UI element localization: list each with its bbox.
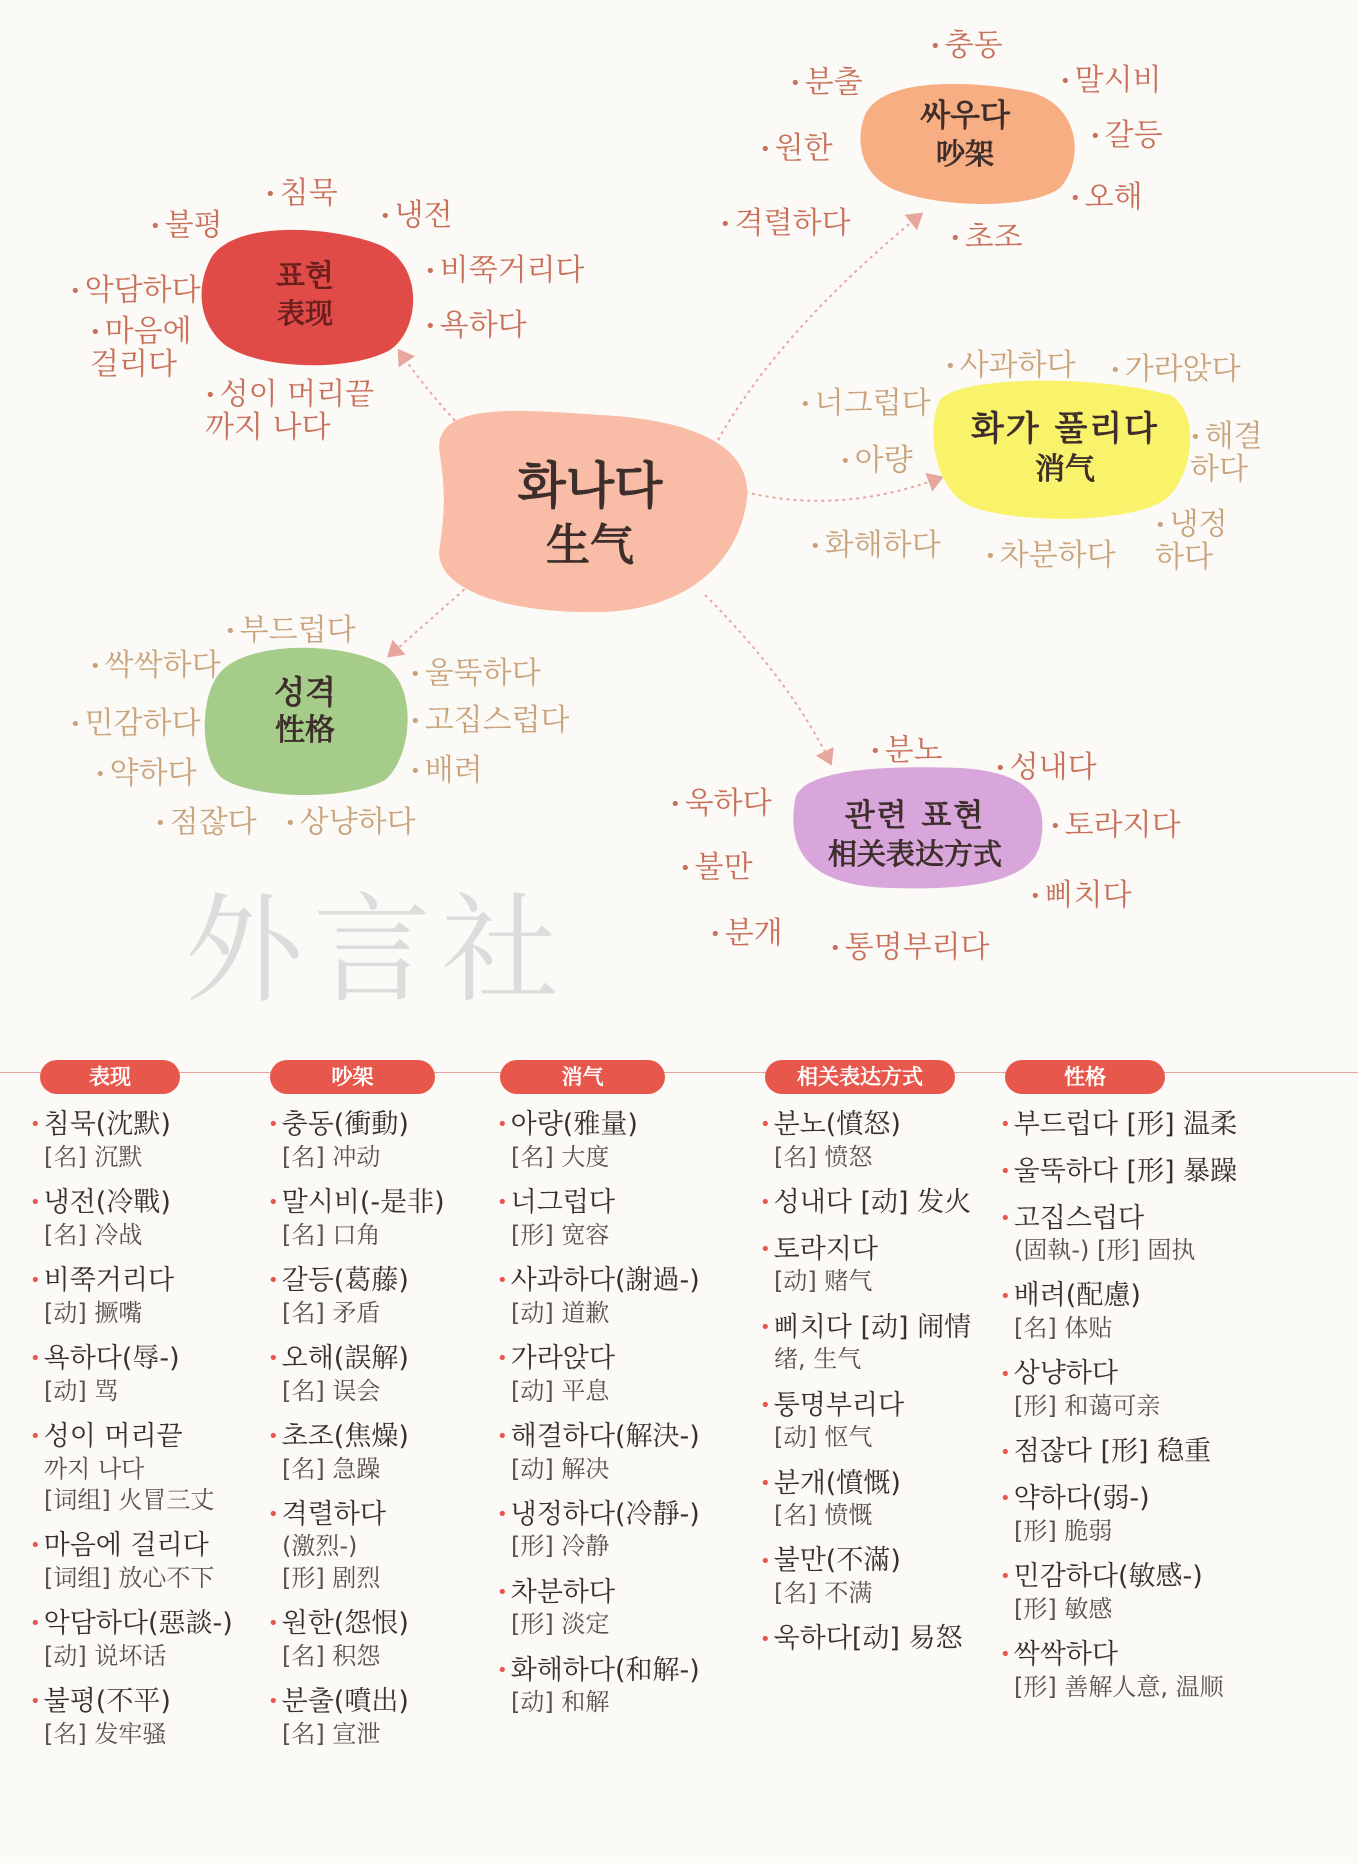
glossary-headword: • 초조(焦燥) [268, 1420, 508, 1454]
xingge-word: • 배려 [410, 745, 483, 789]
biaoxian-word: • 성이 머리끝 까지 나다 [205, 378, 405, 444]
glossary-gloss: [形] 淡定 [511, 1610, 610, 1639]
biaoxian-zh: 表现 [276, 296, 333, 330]
glossary-entry [497, 1342, 737, 1407]
glossary-headword: • 퉁명부리다 [760, 1389, 1000, 1423]
glossary-column-biaoxian [30, 1108, 270, 1763]
chaojia-ko: 싸우다 [920, 98, 1010, 134]
glossary-entry [30, 1342, 270, 1407]
glossary-gloss: [名] 体贴 [1014, 1314, 1113, 1343]
xiangguan-word: • 분개 [710, 908, 783, 952]
glossary-gloss: [形] 脆弱 [1014, 1516, 1113, 1545]
glossary-headword: • 충동(衝動) [268, 1108, 508, 1142]
glossary-entry [1000, 1357, 1340, 1422]
glossary-entry [760, 1389, 1000, 1454]
glossary-headword: • 화해하다(和解-) [497, 1654, 737, 1688]
glossary-headword: • 사과하다(謝過-) [497, 1264, 737, 1298]
xiaoqi-word: • 냉정 하다 [1155, 508, 1245, 574]
biaoxian-word: • 침묵 [265, 168, 338, 212]
badge-biaoxian: 表现 [40, 1060, 180, 1094]
glossary-gloss: [形] 剧烈 [282, 1563, 381, 1592]
chaojia-zh: 吵架 [935, 136, 994, 171]
xingge-zh: 性格 [275, 713, 335, 748]
glossary-entry [497, 1576, 737, 1641]
glossary-headword: • 상냥하다 [1000, 1357, 1340, 1391]
glossary-entry [268, 1342, 508, 1407]
xingge-word: • 민감하다 [70, 698, 201, 742]
biaoxian-ko: 표현 [276, 259, 334, 294]
glossary-gloss: [动] 骂 [44, 1376, 119, 1405]
glossary-headword: • 삐치다 [动] 闹情 [760, 1311, 1000, 1345]
chaojia-word: • 격렬하다 [720, 198, 851, 242]
glossary-gloss: 绪, 生气 [774, 1345, 862, 1374]
xiangguan-word: • 토라지다 [1050, 800, 1181, 844]
xiaoqi-zh: 消气 [1035, 451, 1095, 487]
glossary-entry [760, 1544, 1000, 1609]
biaoxian-word: • 불평 [150, 200, 223, 244]
glossary-headword: • 말시비(-是非) [268, 1186, 508, 1220]
glossary-column-xingge [1000, 1108, 1340, 1716]
xiangguan-word: • 성내다 [995, 742, 1097, 786]
chaojia-word: • 분출 [790, 57, 863, 101]
chaojia-word: • 갈등 [1090, 110, 1163, 154]
glossary-entry [1000, 1108, 1340, 1142]
glossary-gloss: 까지 나다 [44, 1454, 145, 1483]
glossary-headword: • 토라지다 [760, 1233, 1000, 1267]
glossary-headword: • 성이 머리끝 [30, 1420, 270, 1454]
glossary-entry [268, 1186, 508, 1251]
xingge-word: • 고집스럽다 [410, 695, 570, 739]
xiaoqi-word: • 차분하다 [985, 530, 1116, 574]
xiangguan-label [800, 797, 1030, 872]
xiangguan-word: • 삐치다 [1030, 870, 1132, 914]
glossary-gloss: [动] 撅嘴 [44, 1298, 143, 1327]
watermark: 外言社 [185, 881, 570, 1019]
glossary-entry [1000, 1638, 1340, 1703]
glossary-gloss: [名] 冷战 [44, 1220, 143, 1249]
glossary-headword: • 오해(誤解) [268, 1342, 508, 1376]
glossary-entry [30, 1186, 270, 1251]
glossary-headword: • 분개(憤慨) [760, 1467, 1000, 1501]
glossary-entry [497, 1420, 737, 1485]
xiangguan-word: • 분노 [870, 725, 943, 769]
xiaoqi-label [950, 408, 1180, 488]
xingge-word: • 부드럽다 [225, 605, 356, 649]
biaoxian-word: • 비쭉거리다 [425, 245, 585, 289]
glossary-headword: • 갈등(葛藤) [268, 1264, 508, 1298]
glossary-headword: • 부드럽다 [形] 温柔 [1000, 1108, 1340, 1142]
glossary-entry [760, 1108, 1000, 1173]
biaoxian-label [250, 258, 360, 331]
glossary-gloss: [动] 说坏话 [44, 1641, 167, 1670]
glossary-headword: • 격렬하다 [268, 1498, 508, 1532]
glossary-entry [268, 1420, 508, 1485]
glossary-entry [1000, 1482, 1340, 1547]
glossary-headword: • 점잖다 [形] 稳重 [1000, 1435, 1340, 1469]
glossary-gloss: (固執-) [形] 固执 [1014, 1236, 1196, 1265]
glossary-gloss: [形] 和蔼可亲 [1014, 1392, 1161, 1421]
xiaoqi-word: • 해결 하다 [1190, 420, 1280, 486]
glossary-headword: • 차분하다 [497, 1576, 737, 1610]
biaoxian-word: • 욕하다 [425, 300, 527, 344]
arrow-to-xiangguan [705, 595, 830, 762]
glossary-entry [1000, 1155, 1340, 1189]
chaojia-label [890, 97, 1040, 172]
chaojia-word: • 충동 [930, 20, 1003, 64]
xiaoqi-word: • 너그럽다 [800, 378, 931, 422]
badge-xiangguan: 相关表达方式 [765, 1060, 955, 1094]
xiaoqi-ko: 화가 풀리다 [970, 409, 1160, 449]
glossary-gloss: [名] 愤怒 [774, 1142, 873, 1171]
glossary-entry [1000, 1279, 1340, 1344]
glossary-headword: • 싹싹하다 [1000, 1638, 1340, 1672]
glossary-entry [30, 1420, 270, 1516]
xiaoqi-word: • 사과하다 [945, 340, 1076, 384]
center-label [490, 455, 690, 573]
center-ko: 화나다 [517, 457, 663, 515]
glossary-headword: • 냉전(冷戰) [30, 1186, 270, 1220]
glossary-gloss: [形] 敏感 [1014, 1594, 1113, 1623]
glossary-entry [760, 1311, 1000, 1376]
glossary-gloss: [词组] 火冒三丈 [44, 1485, 215, 1514]
glossary-headword: • 불평(不平) [30, 1685, 270, 1719]
glossary-gloss: [名] 矛盾 [282, 1298, 381, 1327]
glossary-entry [1000, 1560, 1340, 1625]
glossary-entry [760, 1186, 1000, 1220]
glossary-gloss: [名] 积怨 [282, 1641, 381, 1670]
glossary-headword: • 민감하다(敏感-) [1000, 1560, 1340, 1594]
glossary-entry [497, 1186, 737, 1251]
chaojia-word: • 초조 [950, 212, 1023, 256]
arrow-to-xiaoqi [745, 478, 940, 501]
glossary-gloss: [词组] 放心不下 [44, 1563, 215, 1592]
glossary-headword: • 분노(憤怒) [760, 1108, 1000, 1142]
biaoxian-word: • 악담하다 [70, 265, 201, 309]
xingge-ko: 성격 [274, 673, 336, 711]
badge-xingge: 性格 [1005, 1060, 1165, 1094]
glossary-entry [760, 1622, 1000, 1656]
glossary-gloss: [名] 口角 [282, 1220, 381, 1249]
glossary-headword: • 해결하다(解決-) [497, 1420, 737, 1454]
glossary-gloss: [名] 不满 [774, 1579, 873, 1608]
glossary-gloss: [名] 沉默 [44, 1142, 143, 1171]
glossary-headword: • 고집스럽다 [1000, 1202, 1340, 1236]
glossary-gloss: [名] 冲动 [282, 1142, 381, 1171]
glossary-gloss: [动] 怄气 [774, 1423, 873, 1452]
glossary-gloss: [动] 解决 [511, 1454, 610, 1483]
glossary-gloss: [动] 赌气 [774, 1267, 873, 1296]
glossary-entry [30, 1529, 270, 1594]
glossary-entry [30, 1607, 270, 1672]
glossary-entry [760, 1233, 1000, 1298]
glossary-headword: • 가라앉다 [497, 1342, 737, 1376]
glossary-entry [497, 1498, 737, 1563]
glossary-headword: • 침묵(沈默) [30, 1108, 270, 1142]
chaojia-word: • 오해 [1070, 172, 1143, 216]
xingge-word: • 울뚝하다 [410, 648, 541, 692]
glossary-entry [268, 1264, 508, 1329]
glossary-entry [1000, 1202, 1340, 1267]
xingge-label [240, 672, 370, 750]
glossary-gloss: [名] 误会 [282, 1376, 381, 1405]
glossary-entry [497, 1108, 737, 1173]
glossary-gloss: [形] 冷静 [511, 1532, 610, 1561]
glossary-gloss: (激烈-) [282, 1532, 358, 1561]
glossary-headword: • 냉정하다(冷靜-) [497, 1498, 737, 1532]
badge-chaojia: 吵架 [270, 1060, 435, 1094]
xiaoqi-word: • 가라앉다 [1110, 344, 1241, 388]
glossary-gloss: [动] 道歉 [511, 1298, 610, 1327]
chaojia-word: • 말시비 [1060, 55, 1162, 99]
badge-xiaoqi: 消气 [500, 1060, 665, 1094]
glossary-gloss: [名] 急躁 [282, 1454, 381, 1483]
glossary-entry [30, 1264, 270, 1329]
glossary-gloss: [名] 宣泄 [282, 1719, 381, 1748]
xiangguan-zh: 相关表达方式 [827, 836, 1002, 871]
xiangguan-ko: 관련 표현 [844, 798, 986, 834]
glossary-gloss: [名] 大度 [511, 1142, 610, 1171]
xiaoqi-word: • 아량 [840, 435, 913, 479]
xingge-word: • 점잖다 [155, 797, 257, 841]
xiangguan-word: • 통명부리다 [830, 922, 990, 966]
glossary-gloss: [名] 愤慨 [774, 1501, 873, 1530]
glossary-column-xiangguan [760, 1108, 1000, 1669]
biaoxian-word: • 냉전 [380, 190, 453, 234]
glossary-headword: • 비쭉거리다 [30, 1264, 270, 1298]
glossary-headword: • 아량(雅量) [497, 1108, 737, 1142]
xingge-word: • 싹싹하다 [90, 640, 221, 684]
glossary-entry [760, 1467, 1000, 1532]
center-zh: 生气 [546, 519, 634, 571]
glossary-gloss: [形] 善解人意, 温顺 [1014, 1672, 1224, 1701]
xingge-word: • 약하다 [95, 748, 197, 792]
xingge-word: • 상냥하다 [285, 797, 416, 841]
glossary-entry [497, 1654, 737, 1719]
xiangguan-word: • 욱하다 [670, 778, 772, 822]
glossary-headword: • 배려(配慮) [1000, 1279, 1340, 1313]
glossary-gloss: [动] 和解 [511, 1688, 610, 1717]
glossary-headword: • 욱하다[动] 易怒 [760, 1622, 1000, 1656]
glossary-gloss: [动] 平息 [511, 1376, 610, 1405]
glossary-gloss: [形] 宽容 [511, 1220, 610, 1249]
glossary-headword: • 약하다(弱-) [1000, 1482, 1340, 1516]
glossary-headword: • 불만(不滿) [760, 1544, 1000, 1578]
biaoxian-word: • 마음에 걸리다 [90, 315, 210, 381]
glossary-entry [268, 1607, 508, 1672]
glossary-entry [30, 1108, 270, 1173]
xiaoqi-word: • 화해하다 [810, 520, 941, 564]
glossary-headword: • 악담하다(惡談-) [30, 1607, 270, 1641]
glossary-headword: • 울뚝하다 [形] 暴躁 [1000, 1155, 1340, 1189]
chaojia-word: • 원한 [760, 123, 833, 167]
glossary-entry [30, 1685, 270, 1750]
glossary-headword: • 분출(噴出) [268, 1685, 508, 1719]
glossary-headword: • 너그럽다 [497, 1186, 737, 1220]
glossary-column-xiaoqi [497, 1108, 737, 1732]
xiangguan-word: • 불만 [680, 842, 753, 886]
arrow-to-xingge [390, 580, 475, 655]
glossary-headword: • 성내다 [动] 发火 [760, 1186, 1000, 1220]
glossary-entry [268, 1498, 508, 1594]
glossary-headword: • 원한(怨恨) [268, 1607, 508, 1641]
glossary-entry [268, 1685, 508, 1750]
glossary-entry [497, 1264, 737, 1329]
glossary-headword: • 마음에 걸리다 [30, 1529, 270, 1563]
glossary-entry [268, 1108, 508, 1173]
glossary-gloss: [名] 发牢骚 [44, 1719, 167, 1748]
glossary-column-chaojia [268, 1108, 508, 1763]
glossary-headword: • 욕하다(辱-) [30, 1342, 270, 1376]
glossary-entry [1000, 1435, 1340, 1469]
